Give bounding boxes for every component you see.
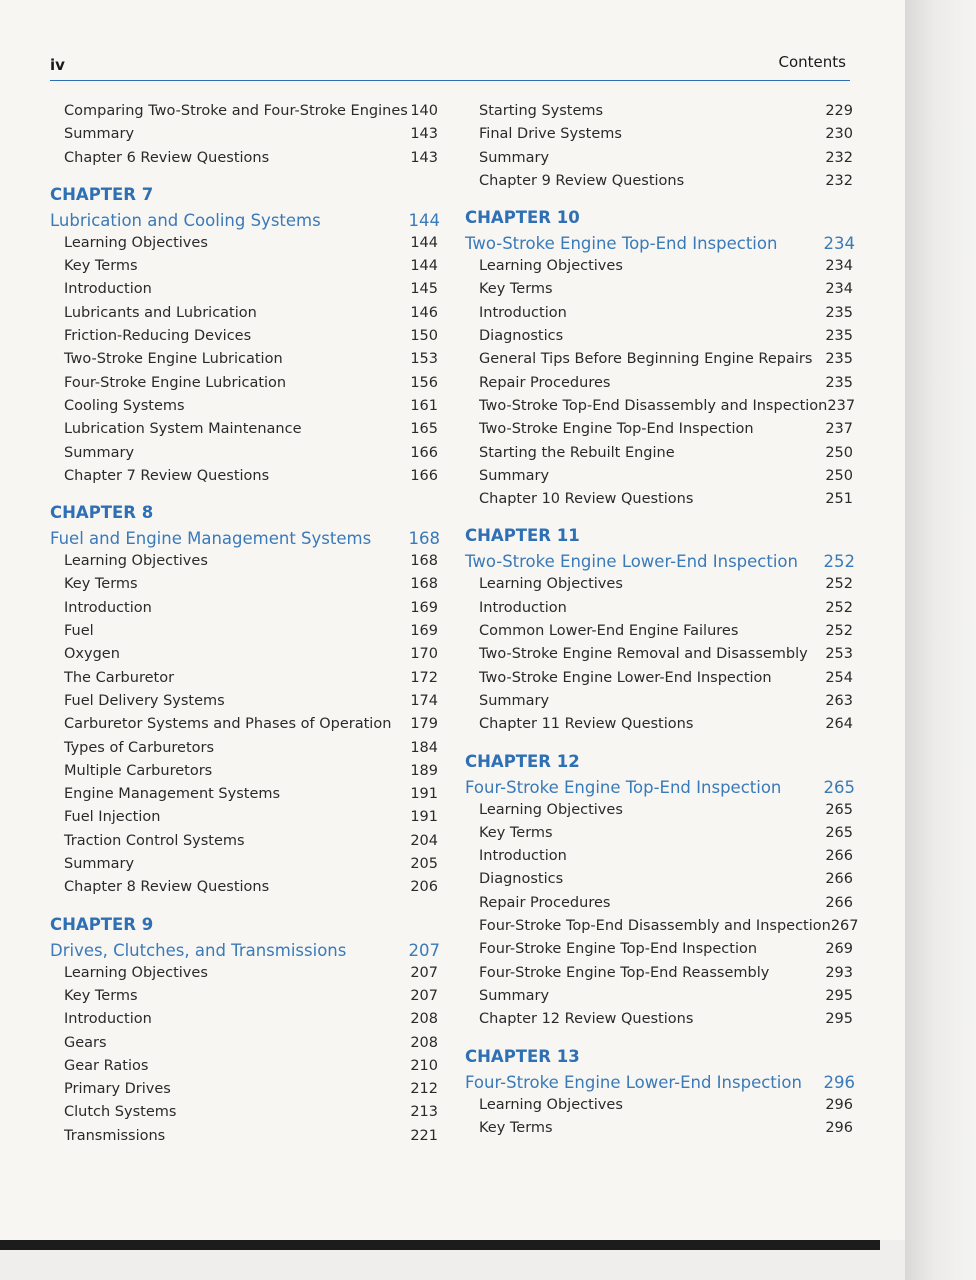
chapter-label: CHAPTER 13 bbox=[465, 1046, 580, 1066]
running-head-title: Contents bbox=[778, 53, 846, 71]
toc-entry-page: 229 bbox=[825, 103, 853, 119]
toc-entry-label: Engine Management Systems bbox=[64, 786, 281, 803]
toc-entry-page: 174 bbox=[410, 692, 438, 709]
toc-entry-label: Introduction bbox=[479, 304, 567, 321]
toc-entry-label: Four-Stroke Top-End Disassembly and Inspection bbox=[479, 918, 831, 935]
book-bottom-edge bbox=[0, 1240, 905, 1280]
toc-entry-label: Summary bbox=[64, 856, 135, 873]
toc-entry bbox=[465, 643, 857, 666]
toc-entry bbox=[465, 147, 857, 170]
chapter-label: CHAPTER 10 bbox=[465, 208, 580, 228]
toc-entry-label: Primary Drives bbox=[64, 1081, 171, 1098]
toc-entry-page: 235 bbox=[825, 304, 853, 321]
toc-entry-label: Two-Stroke Engine Lubrication bbox=[64, 351, 283, 368]
toc-entry-label: Introduction bbox=[64, 599, 152, 616]
toc-entry-page: 267 bbox=[830, 918, 859, 935]
toc-entry-page: 252 bbox=[825, 623, 853, 640]
toc-entry-page: 206 bbox=[410, 879, 438, 896]
toc-entry bbox=[465, 985, 857, 1008]
toc-entry bbox=[50, 985, 442, 1008]
toc-entry bbox=[465, 418, 857, 441]
toc-entry-page: 230 bbox=[825, 126, 853, 143]
toc-entry-label: Key Terms bbox=[64, 258, 138, 275]
toc-entry-label: Key Terms bbox=[479, 1119, 553, 1136]
toc-entry-label: Chapter 6 Review Questions bbox=[64, 149, 270, 166]
toc-entry bbox=[50, 465, 442, 488]
toc-entry-page: 150 bbox=[410, 328, 438, 345]
toc-entry-page: 265 bbox=[825, 824, 853, 841]
toc-entry bbox=[465, 302, 857, 325]
toc-entry-label: Final Drive Systems bbox=[479, 126, 622, 143]
toc-entry-page: 232 bbox=[825, 149, 853, 166]
toc-right-column bbox=[465, 100, 857, 1140]
toc-entry-page: 250 bbox=[825, 467, 853, 484]
toc-entry bbox=[465, 1008, 857, 1031]
chapter-title: Lubrication and Cooling Systems bbox=[50, 210, 321, 230]
page-edge-shadow bbox=[905, 0, 976, 1280]
toc-entry-label: Comparing Two-Stroke and Four-Stroke Engines bbox=[64, 103, 408, 119]
toc-entry-page: 264 bbox=[825, 716, 853, 733]
toc-entry bbox=[50, 232, 442, 255]
toc-entry-label: Two-Stroke Engine Top-End Inspection bbox=[479, 421, 754, 438]
toc-entry-label: Summary bbox=[64, 126, 135, 143]
toc-entry-page: 235 bbox=[825, 328, 853, 345]
toc-entry-page: 168 bbox=[410, 576, 438, 593]
toc-entry bbox=[465, 100, 857, 123]
toc-entry-label: Two-Stroke Top-End Disassembly and Inspection bbox=[479, 397, 828, 414]
toc-entry bbox=[50, 1125, 442, 1148]
toc-entry-page: 166 bbox=[410, 444, 438, 461]
toc-entry bbox=[465, 372, 857, 395]
toc-entry bbox=[50, 643, 442, 666]
toc-entry-label: Friction-Reducing Devices bbox=[64, 328, 252, 345]
toc-entry bbox=[50, 123, 442, 146]
toc-entry-page: 208 bbox=[410, 1011, 438, 1028]
toc-entry-label: Diagnostics bbox=[479, 328, 564, 345]
toc-entry-label: Learning Objectives bbox=[479, 576, 623, 593]
toc-entry-page: 153 bbox=[410, 351, 438, 368]
toc-entry-page: 184 bbox=[410, 739, 438, 756]
toc-entry-page: 250 bbox=[825, 444, 853, 461]
toc-entry bbox=[50, 325, 442, 348]
chapter-title-row bbox=[465, 230, 857, 255]
toc-entry-label: Lubrication System Maintenance bbox=[64, 421, 302, 438]
chapter-title: Four-Stroke Engine Top-End Inspection bbox=[465, 777, 782, 797]
toc-entry-label: Key Terms bbox=[64, 987, 138, 1004]
toc-entry bbox=[50, 690, 442, 713]
toc-entry-page: 266 bbox=[825, 894, 853, 911]
toc-entry bbox=[50, 1032, 442, 1055]
toc-entry bbox=[465, 962, 857, 985]
toc-entry bbox=[50, 1008, 442, 1031]
toc-entry-page: 143 bbox=[410, 126, 438, 143]
toc-entry-page: 207 bbox=[410, 987, 438, 1004]
toc-entry bbox=[465, 395, 857, 418]
toc-entry bbox=[50, 348, 442, 371]
chapter-page: 234 bbox=[823, 234, 855, 254]
toc-entry bbox=[465, 488, 857, 511]
toc-entry-page: 189 bbox=[410, 762, 438, 779]
toc-entry-page: 168 bbox=[410, 553, 438, 570]
toc-entry-label: Summary bbox=[64, 444, 135, 461]
toc-entry bbox=[50, 100, 442, 123]
toc-entry-page: 295 bbox=[825, 1011, 853, 1028]
toc-entry bbox=[465, 799, 857, 822]
toc-entry bbox=[465, 170, 857, 193]
toc-entry-page: 251 bbox=[825, 491, 853, 508]
toc-entry-label: Types of Carburetors bbox=[64, 739, 215, 756]
toc-entry-page: 296 bbox=[825, 1119, 853, 1136]
toc-entry-label: Learning Objectives bbox=[479, 258, 623, 275]
toc-entry-page: 221 bbox=[410, 1127, 438, 1144]
chapter-title-row bbox=[50, 207, 442, 232]
toc-entry-page: 234 bbox=[825, 258, 853, 275]
toc-entry-label: Learning Objectives bbox=[64, 553, 208, 570]
chapter-label: CHAPTER 11 bbox=[465, 526, 580, 546]
toc-entry-label: Gears bbox=[64, 1034, 107, 1051]
chapter-title: Two-Stroke Engine Lower-End Inspection bbox=[465, 552, 798, 572]
toc-entry-page: 237 bbox=[827, 397, 856, 414]
toc-entry-label: Common Lower-End Engine Failures bbox=[479, 623, 739, 640]
toc-entry bbox=[50, 806, 442, 829]
toc-entry bbox=[465, 278, 857, 301]
chapter-page: 168 bbox=[408, 529, 440, 549]
toc-entry-page: 263 bbox=[825, 692, 853, 709]
toc-entry-label: Fuel Delivery Systems bbox=[64, 692, 225, 709]
toc-entry bbox=[50, 395, 442, 418]
toc-entry-label: Key Terms bbox=[479, 824, 553, 841]
chapter-page: 296 bbox=[823, 1072, 855, 1092]
toc-entry-page: 266 bbox=[825, 871, 853, 888]
toc-entry bbox=[50, 713, 442, 736]
toc-entry bbox=[465, 325, 857, 348]
toc-entry-label: Summary bbox=[479, 149, 550, 166]
chapter-page: 207 bbox=[408, 940, 440, 960]
chapter-title: Fuel and Engine Management Systems bbox=[50, 529, 372, 549]
toc-entry bbox=[50, 962, 442, 985]
toc-entry-label: Learning Objectives bbox=[64, 234, 208, 251]
toc-entry-page: 144 bbox=[410, 258, 438, 275]
toc-entry bbox=[465, 1117, 857, 1140]
toc-entry bbox=[465, 1094, 857, 1117]
toc-entry-label: Four-Stroke Engine Lubrication bbox=[64, 374, 287, 391]
toc-entry-page: 212 bbox=[410, 1081, 438, 1098]
chapter-title: Drives, Clutches, and Transmissions bbox=[50, 940, 347, 960]
toc-entry-page: 253 bbox=[825, 646, 853, 663]
toc-entry-page: 235 bbox=[825, 351, 853, 368]
toc-entry bbox=[50, 418, 442, 441]
toc-entry-label: Clutch Systems bbox=[64, 1104, 177, 1121]
page-number: iv bbox=[50, 56, 65, 74]
toc-entry-page: 266 bbox=[825, 848, 853, 865]
toc-entry bbox=[465, 597, 857, 620]
toc-entry bbox=[465, 348, 857, 371]
toc-entry bbox=[50, 876, 442, 899]
toc-entry bbox=[50, 853, 442, 876]
toc-entry bbox=[50, 147, 442, 170]
toc-entry-page: 237 bbox=[825, 421, 853, 438]
chapter-label: CHAPTER 12 bbox=[465, 751, 580, 771]
book-spine-strip bbox=[0, 1240, 880, 1250]
chapter-title-row bbox=[465, 774, 857, 799]
toc-entry-page: 156 bbox=[410, 374, 438, 391]
toc-entry-page: 254 bbox=[825, 669, 853, 686]
page-header bbox=[50, 50, 850, 81]
toc-entry bbox=[465, 938, 857, 961]
toc-entry bbox=[50, 830, 442, 853]
toc-entry-label: Four-Stroke Engine Top-End Reassembly bbox=[479, 964, 770, 981]
toc-entry-label: Cooling Systems bbox=[64, 397, 185, 414]
toc-entry-label: Two-Stroke Engine Lower-End Inspection bbox=[479, 669, 772, 686]
toc-entry-label: Summary bbox=[479, 987, 550, 1004]
chapter-page: 265 bbox=[823, 777, 855, 797]
toc-entry-label: Introduction bbox=[64, 1011, 152, 1028]
toc-entry-label: Starting the Rebuilt Engine bbox=[479, 444, 675, 461]
toc-entry bbox=[50, 302, 442, 325]
toc-entry-page: 169 bbox=[410, 623, 438, 640]
toc-entry-label: Lubricants and Lubrication bbox=[64, 304, 257, 321]
toc-entry-label: Two-Stroke Engine Removal and Disassembly bbox=[479, 646, 808, 663]
toc-entry bbox=[50, 667, 442, 690]
toc-entry-label: Key Terms bbox=[479, 281, 553, 298]
toc-entry bbox=[465, 845, 857, 868]
toc-entry-page: 293 bbox=[825, 964, 853, 981]
toc-entry-label: Chapter 9 Review Questions bbox=[479, 172, 685, 189]
toc-entry bbox=[465, 573, 857, 596]
toc-entry-page: 252 bbox=[825, 599, 853, 616]
toc-entry bbox=[465, 868, 857, 891]
toc-entry bbox=[50, 255, 442, 278]
toc-entry-label: Chapter 11 Review Questions bbox=[479, 716, 694, 733]
toc-entry-page: 232 bbox=[825, 172, 853, 189]
toc-entry-page: 165 bbox=[410, 421, 438, 438]
toc-entry-label: Repair Procedures bbox=[479, 374, 611, 391]
toc-entry bbox=[465, 690, 857, 713]
toc-entry bbox=[465, 667, 857, 690]
toc-entry bbox=[50, 597, 442, 620]
toc-entry-page: 296 bbox=[825, 1096, 853, 1113]
toc-entry-page: 265 bbox=[825, 801, 853, 818]
toc-entry bbox=[465, 255, 857, 278]
toc-entry-page: 140 bbox=[410, 103, 438, 119]
toc-entry-label: Chapter 7 Review Questions bbox=[64, 467, 270, 484]
chapter-title: Two-Stroke Engine Top-End Inspection bbox=[465, 234, 778, 254]
toc-entry bbox=[465, 465, 857, 488]
toc-entry-label: Introduction bbox=[479, 848, 567, 865]
toc-entry-label: Summary bbox=[479, 692, 550, 709]
toc-entry bbox=[50, 620, 442, 643]
toc-entry-label: Fuel Injection bbox=[64, 809, 161, 826]
toc-entry-page: 295 bbox=[825, 987, 853, 1004]
chapter-label: CHAPTER 9 bbox=[50, 914, 154, 934]
toc-entry bbox=[465, 915, 857, 938]
toc-entry-page: 235 bbox=[825, 374, 853, 391]
toc-entry-label: Starting Systems bbox=[479, 103, 604, 119]
toc-entry-page: 204 bbox=[410, 832, 438, 849]
toc-entry-page: 161 bbox=[410, 397, 438, 414]
toc-entry bbox=[50, 573, 442, 596]
toc-entry-label: Introduction bbox=[479, 599, 567, 616]
chapter-title-row bbox=[50, 525, 442, 550]
chapter-title-row bbox=[50, 937, 442, 962]
toc-entry bbox=[50, 1078, 442, 1101]
chapter-label: CHAPTER 7 bbox=[50, 184, 154, 204]
toc-entry-label: Summary bbox=[479, 467, 550, 484]
toc-entry-label: Carburetor Systems and Phases of Operation bbox=[64, 716, 392, 733]
toc-entry-label: Chapter 12 Review Questions bbox=[479, 1011, 694, 1028]
toc-entry-page: 145 bbox=[410, 281, 438, 298]
toc-entry-page: 166 bbox=[410, 467, 438, 484]
toc-entry-page: 205 bbox=[410, 856, 438, 873]
toc-entry-label: Chapter 10 Review Questions bbox=[479, 491, 694, 508]
toc-entry-label: Transmissions bbox=[64, 1127, 166, 1144]
toc-entry-label: Four-Stroke Engine Top-End Inspection bbox=[479, 941, 758, 958]
toc-entry-page: 207 bbox=[410, 964, 438, 981]
toc-entry bbox=[50, 442, 442, 465]
toc-entry bbox=[50, 1101, 442, 1124]
toc-entry-page: 172 bbox=[410, 669, 438, 686]
toc-entry bbox=[465, 442, 857, 465]
chapter-label: CHAPTER 8 bbox=[50, 503, 154, 523]
toc-entry-label: Learning Objectives bbox=[479, 1096, 623, 1113]
toc-entry-label: Introduction bbox=[64, 281, 152, 298]
toc-entry-page: 170 bbox=[410, 646, 438, 663]
toc-entry-label: Gear Ratios bbox=[64, 1057, 149, 1074]
toc-entry-page: 146 bbox=[410, 304, 438, 321]
toc-entry-label: Oxygen bbox=[64, 646, 120, 663]
chapter-title-row bbox=[465, 1069, 857, 1094]
toc-entry-label: Learning Objectives bbox=[64, 964, 208, 981]
toc-entry-page: 208 bbox=[410, 1034, 438, 1051]
toc-entry bbox=[50, 372, 442, 395]
toc-entry bbox=[465, 892, 857, 915]
toc-entry bbox=[465, 822, 857, 845]
toc-left-column bbox=[50, 100, 442, 1148]
toc-entry-page: 234 bbox=[825, 281, 853, 298]
toc-entry-label: Multiple Carburetors bbox=[64, 762, 213, 779]
toc-entry-label: Repair Procedures bbox=[479, 894, 611, 911]
toc-entry-page: 269 bbox=[825, 941, 853, 958]
toc-entry bbox=[50, 1055, 442, 1078]
toc-entry bbox=[50, 783, 442, 806]
toc-entry-page: 169 bbox=[410, 599, 438, 616]
toc-entry-page: 179 bbox=[410, 716, 438, 733]
toc-entry-label: Diagnostics bbox=[479, 871, 564, 888]
toc-entry-page: 191 bbox=[410, 809, 438, 826]
toc-entry-page: 213 bbox=[410, 1104, 438, 1121]
toc-entry-page: 143 bbox=[410, 149, 438, 166]
chapter-title-row bbox=[465, 548, 857, 573]
toc-entry-page: 144 bbox=[410, 234, 438, 251]
toc-entry bbox=[50, 760, 442, 783]
toc-entry-label: Key Terms bbox=[64, 576, 138, 593]
toc-entry bbox=[50, 278, 442, 301]
toc-entry-label: Chapter 8 Review Questions bbox=[64, 879, 270, 896]
toc-entry-label: The Carburetor bbox=[64, 669, 175, 686]
toc-entry bbox=[465, 123, 857, 146]
toc-entry-page: 252 bbox=[825, 576, 853, 593]
toc-entry-page: 191 bbox=[410, 786, 438, 803]
toc-entry bbox=[465, 620, 857, 643]
chapter-page: 144 bbox=[408, 210, 440, 230]
toc-entry-label: Learning Objectives bbox=[479, 801, 623, 818]
chapter-title: Four-Stroke Engine Lower-End Inspection bbox=[465, 1072, 802, 1092]
toc-entry bbox=[465, 713, 857, 736]
toc-entry-label: General Tips Before Beginning Engine Repairs bbox=[479, 351, 813, 368]
toc-entry-label: Traction Control Systems bbox=[64, 832, 245, 849]
chapter-page: 252 bbox=[823, 552, 855, 572]
toc-entry bbox=[50, 737, 442, 760]
toc-entry-label: Fuel bbox=[64, 623, 94, 640]
toc-entry-page: 210 bbox=[410, 1057, 438, 1074]
toc-entry bbox=[50, 550, 442, 573]
